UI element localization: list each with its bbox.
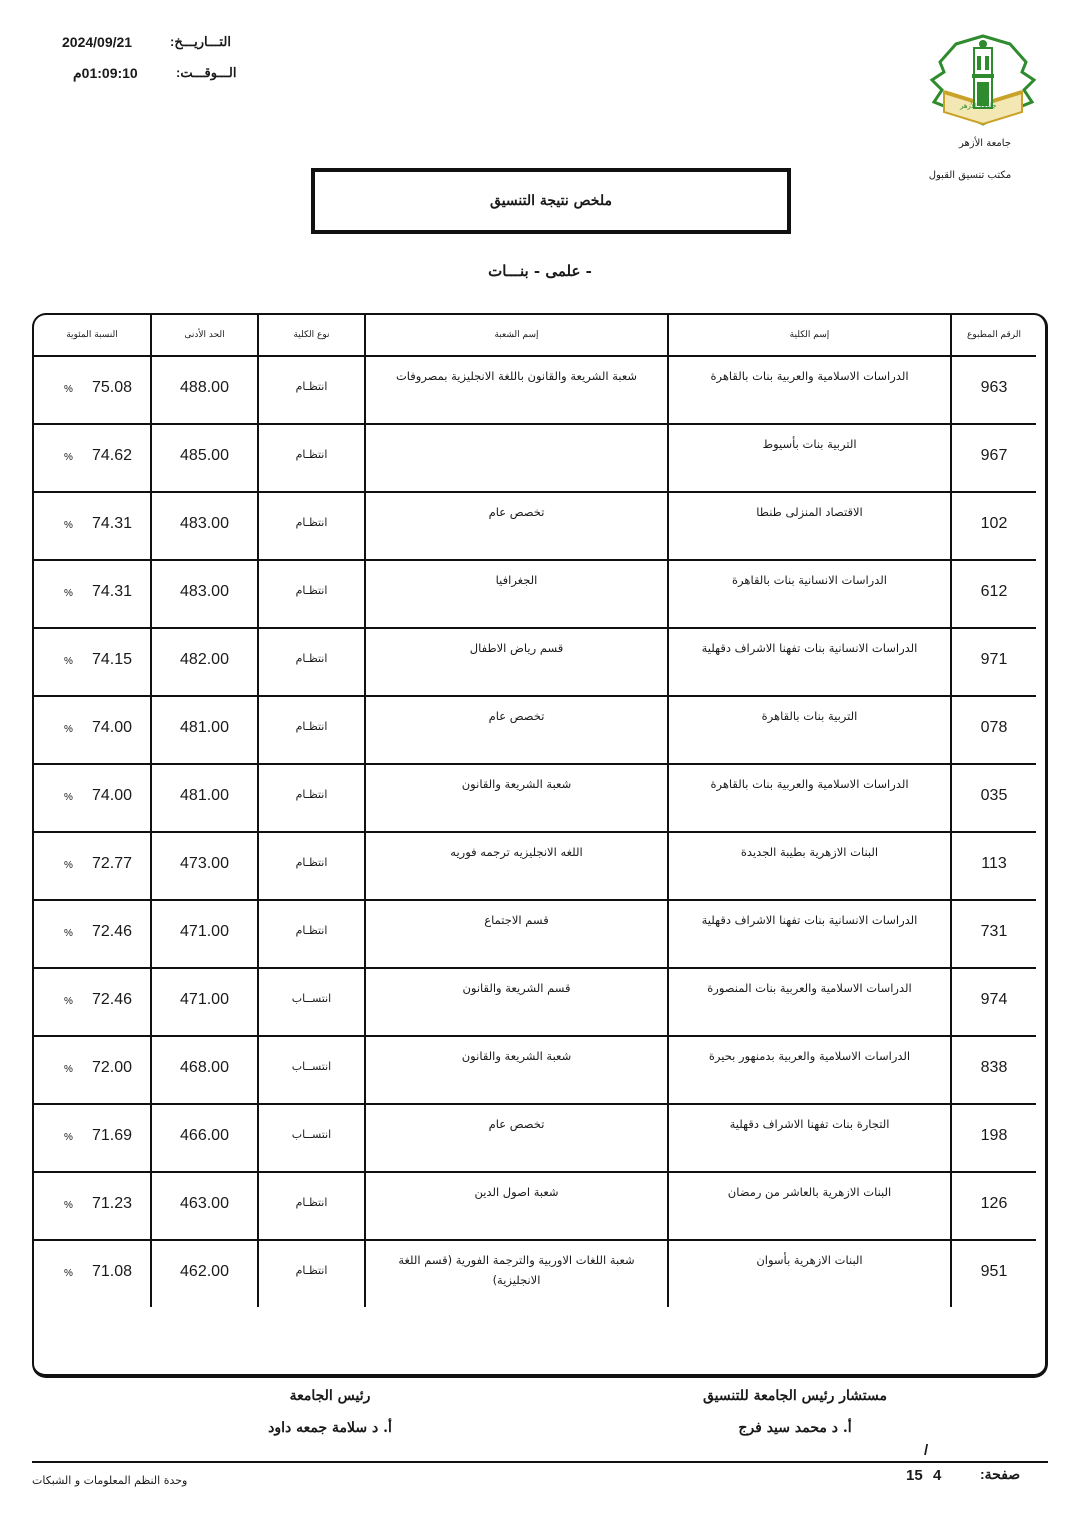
cell-college [668, 1104, 951, 1172]
page-total: 15 [906, 1467, 923, 1484]
cell-college [668, 424, 951, 492]
advisor-name: أ. د محمد سيد فرج [738, 1420, 852, 1436]
division-value: قسم الشريعة والقانون [462, 981, 571, 995]
cell-division [365, 356, 668, 424]
header-percentage: النسبة المئوية [34, 315, 151, 356]
percentage-value: 71.23 [91, 1195, 132, 1212]
cell-percentage [34, 1104, 151, 1172]
table-row [34, 696, 1036, 764]
college-type-value: انتظـام [295, 584, 328, 597]
cell-college [668, 492, 951, 560]
report-title-box [311, 168, 791, 234]
college-value: الدراسات الانسانية بنات بالقاهرة [732, 573, 887, 587]
college-value: الدراسات الاسلامية والعربية بدمنهور بحيرة [708, 1049, 911, 1063]
cell-min-score [151, 560, 258, 628]
college-type-value: انتظـام [295, 788, 328, 801]
al-azhar-emblem-icon [922, 32, 1044, 132]
college-type-value: انتظـام [295, 1196, 328, 1209]
percent-sign: % [64, 656, 73, 667]
cell-code [951, 492, 1036, 560]
cell-college [668, 1172, 951, 1240]
percentage-value: 74.31 [91, 515, 132, 532]
college-type-value: انتظـام [295, 516, 328, 529]
logo-emblem-text: جامعة الأزهر [960, 102, 997, 110]
cell-college-type [258, 900, 365, 968]
cell-division [365, 900, 668, 968]
percentage-value: 71.69 [91, 1127, 132, 1144]
percentage-value: 74.62 [91, 447, 132, 464]
cell-code [951, 968, 1036, 1036]
min-score-value: 481.00 [180, 787, 229, 804]
cell-division [365, 424, 668, 492]
percent-sign: % [64, 724, 73, 735]
president-title: رئيس الجامعة [289, 1388, 371, 1404]
cell-college [668, 900, 951, 968]
college-type-value: انتســاب [291, 1128, 332, 1141]
min-score-value: 483.00 [180, 583, 229, 600]
cell-college-type [258, 764, 365, 832]
cell-percentage [34, 1172, 151, 1240]
division-value: شعبة اصول الدين [474, 1185, 559, 1199]
time-value: 01:09:10م [73, 65, 138, 81]
division-value: تخصص عام [488, 1117, 545, 1131]
cell-division [365, 832, 668, 900]
college-value: التجارة بنات تفهنا الاشراف دقهلية [729, 1117, 890, 1131]
table-row [34, 1104, 1036, 1172]
percentage-value: 72.46 [91, 991, 132, 1008]
cell-college-type [258, 696, 365, 764]
percent-sign: % [64, 1064, 73, 1075]
cell-percentage [34, 560, 151, 628]
college-type-value: انتســاب [291, 992, 332, 1005]
college-value: التربية بنات بأسيوط [762, 437, 857, 451]
division-value [366, 425, 667, 434]
min-score-value: 473.00 [180, 855, 229, 872]
cell-college-type [258, 560, 365, 628]
min-score-value: 488.00 [180, 379, 229, 396]
cell-college-type [258, 356, 365, 424]
cell-min-score [151, 1240, 258, 1307]
college-value: الدراسات الانسانية بنات تفهنا الاشراف دقهلية [701, 913, 918, 927]
cell-college-type [258, 1036, 365, 1104]
percentage-value: 72.46 [91, 923, 132, 940]
min-score-value: 463.00 [180, 1195, 229, 1212]
college-type-value: انتظـام [295, 652, 328, 665]
cell-min-score [151, 900, 258, 968]
cell-division [365, 492, 668, 560]
cell-college [668, 628, 951, 696]
college-value: البنات الازهرية بطيبة الجديدة [740, 845, 879, 859]
cell-division [365, 1036, 668, 1104]
min-score-value: 485.00 [180, 447, 229, 464]
percent-sign: % [64, 520, 73, 531]
results-table [34, 315, 1036, 1307]
office-name: مكتب تنسيق القبول [928, 170, 1012, 181]
min-score-value: 471.00 [180, 991, 229, 1008]
cell-college-type [258, 1172, 365, 1240]
cell-min-score [151, 1104, 258, 1172]
advisor-title: مستشار رئيس الجامعة للتنسيق [702, 1388, 888, 1404]
cell-division [365, 628, 668, 696]
cell-percentage [34, 696, 151, 764]
code-value: 838 [980, 1059, 1008, 1076]
division-value: تخصص عام [488, 709, 545, 723]
division-value: قسم رياض الاطفال [469, 641, 564, 655]
college-value: الدراسات الاسلامية والعربية بنات المنصورة [707, 981, 912, 995]
cell-code [951, 900, 1036, 968]
cell-code [951, 696, 1036, 764]
header-college: إسم الكلية [668, 315, 951, 356]
time-row [73, 65, 138, 82]
university-name: جامعة الأزهر [958, 138, 1012, 149]
cell-code [951, 1036, 1036, 1104]
cell-division [365, 560, 668, 628]
cell-college-type [258, 968, 365, 1036]
cell-college [668, 832, 951, 900]
min-score-value: 466.00 [180, 1127, 229, 1144]
college-value: الدراسات الاسلامية والعربية بنات بالقاهرة [710, 369, 909, 383]
percent-sign: % [64, 1268, 73, 1279]
code-value: 102 [980, 515, 1008, 532]
cell-college-type [258, 1104, 365, 1172]
cell-percentage [34, 900, 151, 968]
percent-sign: % [64, 588, 73, 599]
cell-code [951, 832, 1036, 900]
cell-min-score [151, 356, 258, 424]
code-value: 971 [980, 651, 1008, 668]
cell-min-score [151, 1036, 258, 1104]
table-row [34, 356, 1036, 424]
min-score-value: 471.00 [180, 923, 229, 940]
percent-sign: % [64, 996, 73, 1007]
cell-college-type [258, 424, 365, 492]
cell-division [365, 1172, 668, 1240]
cell-percentage [34, 424, 151, 492]
percent-sign: % [64, 928, 73, 939]
cell-college-type [258, 1240, 365, 1307]
percentage-value: 74.00 [91, 787, 132, 804]
cell-min-score [151, 628, 258, 696]
min-score-value: 481.00 [180, 719, 229, 736]
percentage-value: 75.08 [91, 379, 132, 396]
president-name: أ. د سلامة جمعه داود [268, 1420, 392, 1436]
college-value: الاقتصاد المنزلى طنطا [756, 505, 863, 519]
page-label: صفحة: [980, 1466, 1021, 1482]
percent-sign: % [64, 860, 73, 871]
cell-min-score [151, 696, 258, 764]
college-type-value: انتظـام [295, 1264, 328, 1277]
division-value: تخصص عام [488, 505, 545, 519]
percent-sign: % [64, 452, 73, 463]
cell-college-type [258, 492, 365, 560]
division-value: شعبة الشريعة والقانون [461, 777, 572, 791]
header-code: الرقم المطبوع [951, 315, 1036, 356]
cell-percentage [34, 968, 151, 1036]
cell-college [668, 1240, 951, 1307]
percent-sign: % [64, 1200, 73, 1211]
code-value: 612 [980, 583, 1008, 600]
cell-code [951, 424, 1036, 492]
code-value: 974 [980, 991, 1008, 1008]
college-value: البنات الازهرية بأسوان [756, 1253, 863, 1267]
min-score-value: 482.00 [180, 651, 229, 668]
table-row [34, 764, 1036, 832]
cell-code [951, 628, 1036, 696]
percent-sign: % [64, 384, 73, 395]
header-min-score: الحد الأدنى [151, 315, 258, 356]
table-row [34, 968, 1036, 1036]
cell-min-score [151, 1172, 258, 1240]
table-row [34, 1172, 1036, 1240]
cell-code [951, 1240, 1036, 1307]
college-value: البنات الازهرية بالعاشر من رمضان [727, 1185, 892, 1199]
college-type-value: انتســاب [291, 1060, 332, 1073]
table-row [34, 492, 1036, 560]
table-row [34, 900, 1036, 968]
percentage-value: 74.00 [91, 719, 132, 736]
percent-sign: % [64, 1132, 73, 1143]
cell-college [668, 968, 951, 1036]
college-value: التربية بنات بالقاهرة [761, 709, 858, 723]
cell-min-score [151, 832, 258, 900]
report-title: ملخص نتيجة التنسيق [490, 193, 612, 209]
cell-min-score [151, 968, 258, 1036]
cell-college [668, 356, 951, 424]
code-value: 963 [980, 379, 1008, 396]
cell-college [668, 1036, 951, 1104]
cell-code [951, 356, 1036, 424]
date-value: 2024/09/21 [62, 34, 133, 50]
college-value: الدراسات الاسلامية والعربية بنات بالقاهرة [710, 777, 909, 791]
cell-min-score [151, 424, 258, 492]
cell-division [365, 968, 668, 1036]
cell-code [951, 1104, 1036, 1172]
college-type-value: انتظـام [295, 856, 328, 869]
cell-percentage [34, 356, 151, 424]
cell-college-type [258, 628, 365, 696]
percentage-value: 72.77 [91, 855, 132, 872]
table-row [34, 1240, 1036, 1307]
date-row [62, 34, 132, 50]
code-value: 078 [980, 719, 1008, 736]
university-logo [922, 32, 1044, 132]
date-label: التـــاريـــخ: [170, 34, 231, 49]
page-separator: / [924, 1442, 929, 1459]
cell-code [951, 1172, 1036, 1240]
cell-percentage [34, 832, 151, 900]
percentage-value: 74.15 [91, 651, 132, 668]
cell-college-type [258, 832, 365, 900]
division-value: قسم الاجتماع [484, 913, 549, 927]
percentage-value: 74.31 [91, 583, 132, 600]
min-score-value: 462.00 [180, 1263, 229, 1280]
cell-college [668, 696, 951, 764]
college-type-value: انتظـام [295, 720, 328, 733]
percentage-value: 72.00 [91, 1059, 132, 1076]
cell-college [668, 764, 951, 832]
unit-name: وحدة النظم المعلومات و الشبكات [32, 1474, 188, 1487]
division-value: شعبة الشريعة والقانون [461, 1049, 572, 1063]
footer-divider [32, 1461, 1048, 1463]
report-subtitle: - علمى - بنـــات [488, 262, 592, 280]
min-score-value: 468.00 [180, 1059, 229, 1076]
header-college-type: نوع الكلية [258, 315, 365, 356]
cell-percentage [34, 492, 151, 560]
cell-division [365, 764, 668, 832]
cell-percentage [34, 1240, 151, 1307]
college-value: الدراسات الانسانية بنات تفهنا الاشراف دقهلية [701, 641, 918, 655]
cell-min-score [151, 764, 258, 832]
cell-min-score [151, 492, 258, 560]
table-row [34, 628, 1036, 696]
cell-division [365, 1240, 668, 1307]
cell-percentage [34, 628, 151, 696]
college-type-value: انتظـام [295, 924, 328, 937]
page-current: 4 [933, 1467, 942, 1484]
college-type-value: انتظـام [295, 448, 328, 461]
percentage-value: 71.08 [91, 1263, 132, 1280]
code-value: 113 [981, 855, 1007, 872]
code-value: 198 [980, 1127, 1008, 1144]
code-value: 967 [980, 447, 1008, 464]
table-row [34, 424, 1036, 492]
time-label: الـــوقـــت: [176, 65, 237, 80]
percent-sign: % [64, 792, 73, 803]
division-value: الجغرافيا [495, 573, 538, 587]
header-division: إسم الشعبة [365, 315, 668, 356]
division-value: اللغه الانجليزيه ترجمه فوريه [450, 845, 583, 859]
code-value: 951 [980, 1263, 1008, 1280]
table-row [34, 1036, 1036, 1104]
cell-code [951, 764, 1036, 832]
college-type-value: انتظـام [295, 380, 328, 393]
min-score-value: 483.00 [180, 515, 229, 532]
cell-division [365, 1104, 668, 1172]
table-row [34, 560, 1036, 628]
cell-division [365, 696, 668, 764]
cell-percentage [34, 1036, 151, 1104]
division-value: شعبة الشريعة والقانون باللغة الانجليزية بمصروفات [395, 369, 638, 383]
cell-code [951, 560, 1036, 628]
time-label-wrap [176, 65, 236, 81]
code-value: 126 [980, 1195, 1008, 1212]
code-value: 035 [980, 787, 1008, 804]
table-header-row [34, 315, 1036, 356]
division-value: شعبة اللغات الاوربية والترجمة الفورية (قسم اللغة الانجليزية) [398, 1253, 635, 1287]
table-row [34, 832, 1036, 900]
cell-college [668, 560, 951, 628]
cell-percentage [34, 764, 151, 832]
date-label-wrap [170, 34, 231, 50]
code-value: 731 [980, 923, 1008, 940]
